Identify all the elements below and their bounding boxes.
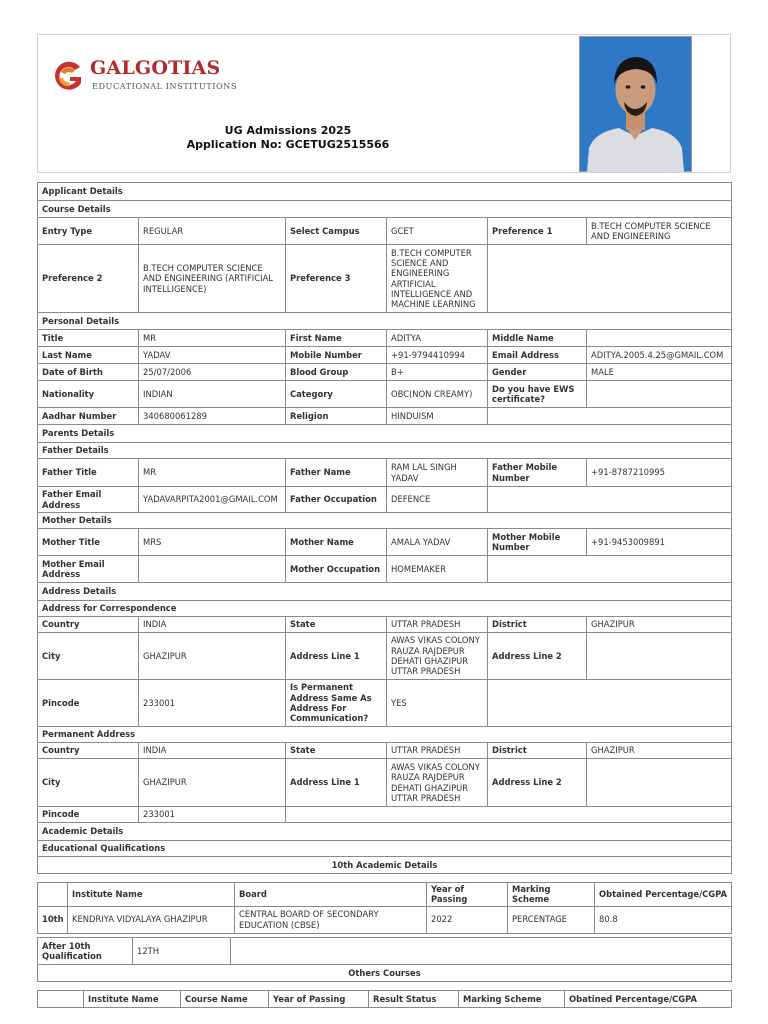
preference-1-label: Preference 1	[488, 218, 587, 245]
mobile-value: +91-9794410994	[387, 347, 488, 364]
corr-pincode-value: 233001	[139, 680, 286, 727]
mother-occupation-label: Mother Occupation	[286, 556, 387, 583]
others-header-institute: Institute Name	[84, 991, 181, 1008]
preference-2-value: B.TECH COMPUTER SCIENCE AND ENGINEERING (ARTIFICIAL INTELLIGENCE)	[139, 245, 286, 313]
corr-line2-label: Address Line 2	[488, 633, 587, 680]
ews-value	[587, 381, 732, 408]
mother-email-label: Mother Email Address	[38, 556, 139, 583]
after-tenth-value: 12TH	[133, 938, 231, 965]
blood-group-label: Blood Group	[286, 364, 387, 381]
subsection-permanent-address: Permanent Address	[38, 727, 732, 743]
first-name-value: ADITYA	[387, 330, 488, 347]
perm-city-label: City	[38, 759, 139, 807]
section-academic-details: Academic Details	[38, 823, 732, 841]
subsection-personal-details: Personal Details	[38, 313, 732, 330]
perm-district-value: GHAZIPUR	[587, 743, 732, 759]
applicant-photo	[579, 36, 692, 172]
last-name-label: Last Name	[38, 347, 139, 364]
perm-line1-label: Address Line 1	[286, 759, 387, 807]
perm-city-value: GHAZIPUR	[139, 759, 286, 807]
admission-title: UG Admissions 2025	[224, 124, 352, 137]
subsection-father-details: Father Details	[38, 443, 732, 459]
mother-title-label: Mother Title	[38, 529, 139, 556]
aadhar-value: 340680061289	[139, 408, 286, 425]
father-mobile-value: +91-8787210995	[587, 459, 732, 487]
empty-cell	[38, 991, 84, 1008]
applicant-photo-image	[579, 36, 692, 172]
perm-district-label: District	[488, 743, 587, 759]
corr-state-label: State	[286, 617, 387, 633]
preference-3-label: Preference 3	[286, 245, 387, 313]
aadhar-label: Aadhar Number	[38, 408, 139, 425]
empty-cell	[488, 487, 732, 513]
father-occupation-value: DEFENCE	[387, 487, 488, 513]
middle-name-value	[587, 330, 732, 347]
header-marking-scheme: Marking Scheme	[508, 883, 595, 907]
application-header	[37, 34, 731, 173]
category-value: OBC(NON CREAMY)	[387, 381, 488, 408]
empty-cell	[488, 680, 732, 727]
others-header-percentage: Obatined Percentage/CGPA	[565, 991, 732, 1008]
same-address-value: YES	[387, 680, 488, 727]
subsection-educational-qualifications: Educational Qualifications	[38, 841, 732, 857]
email-value: ADITYA.2005.4.25@GMAIL.COM	[587, 347, 732, 364]
logo-subtitle: EDUCATIONAL INSTITUTIONS	[92, 81, 237, 91]
others-courses-title: Others Courses	[38, 965, 732, 982]
perm-line2-value	[587, 759, 732, 807]
title-label: Title	[38, 330, 139, 347]
blood-group-value: B+	[387, 364, 488, 381]
father-occupation-label: Father Occupation	[286, 487, 387, 513]
father-mobile-label: Father Mobile Number	[488, 459, 587, 487]
religion-label: Religion	[286, 408, 387, 425]
gender-label: Gender	[488, 364, 587, 381]
perm-country-label: Country	[38, 743, 139, 759]
perm-state-value: UTTAR PRADESH	[387, 743, 488, 759]
dob-value: 25/07/2006	[139, 364, 286, 381]
nationality-value: INDIAN	[139, 381, 286, 408]
perm-pincode-value: 233001	[139, 807, 286, 823]
empty-cell	[286, 807, 732, 823]
mother-occupation-value: HOMEMAKER	[387, 556, 488, 583]
others-header-scheme: Marking Scheme	[459, 991, 565, 1008]
first-name-label: First Name	[286, 330, 387, 347]
same-address-label: Is Permanent Address Same As Address For Communication?	[286, 680, 387, 727]
corr-pincode-label: Pincode	[38, 680, 139, 727]
subsection-course-details: Course Details	[38, 201, 732, 218]
corr-line1-value: AWAS VIKAS COLONY RAUZA RAJDEPUR DEHATI GHAZIPUR UTTAR PRADESH	[387, 633, 488, 680]
header-obtained-percentage: Obtained Percentage/CGPA	[595, 883, 732, 907]
header-institute-name: Institute Name	[68, 883, 235, 907]
empty-cell	[488, 556, 732, 583]
gender-value: MALE	[587, 364, 732, 381]
section-applicant-details: Applicant Details	[38, 183, 732, 201]
galgotias-logo	[50, 57, 240, 97]
mother-email-value	[139, 556, 286, 583]
title-value: MR	[139, 330, 286, 347]
entry-type-value: REGULAR	[139, 218, 286, 245]
tenth-year: 2022	[427, 906, 508, 933]
mother-name-label: Mother Name	[286, 529, 387, 556]
after-tenth-table	[37, 937, 732, 982]
empty-cell	[231, 938, 732, 965]
father-title-label: Father Title	[38, 459, 139, 487]
dob-label: Date of Birth	[38, 364, 139, 381]
corr-state-value: UTTAR PRADESH	[387, 617, 488, 633]
father-name-label: Father Name	[286, 459, 387, 487]
campus-value: GCET	[387, 218, 488, 245]
tenth-row-label: 10th	[38, 906, 68, 933]
mother-title-value: MRS	[139, 529, 286, 556]
others-header-result: Result Status	[369, 991, 459, 1008]
nationality-label: Nationality	[38, 381, 139, 408]
logo-name: GALGOTIAS	[90, 57, 221, 79]
corr-district-label: District	[488, 617, 587, 633]
corr-city-label: City	[38, 633, 139, 680]
empty-cell	[488, 408, 732, 425]
header-board: Board	[235, 883, 427, 907]
corr-country-label: Country	[38, 617, 139, 633]
middle-name-label: Middle Name	[488, 330, 587, 347]
tenth-details-title: 10th Academic Details	[38, 857, 732, 874]
father-email-label: Father Email Address	[38, 487, 139, 513]
father-email-value: YADAVARPITA2001@GMAIL.COM	[139, 487, 286, 513]
perm-line1-value: AWAS VIKAS COLONY RAUZA RAJDEPUR DEHATI GHAZIPUR UTTAR PRADESH	[387, 759, 488, 807]
section-parents-details: Parents Details	[38, 425, 732, 443]
father-title-value: MR	[139, 459, 286, 487]
entry-type-label: Entry Type	[38, 218, 139, 245]
mother-name-value: AMALA YADAV	[387, 529, 488, 556]
section-address-details: Address Details	[38, 583, 732, 601]
last-name-value: YADAV	[139, 347, 286, 364]
others-courses-table	[37, 990, 732, 1008]
empty-cell	[38, 883, 68, 907]
corr-line2-value	[587, 633, 732, 680]
tenth-board: CENTRAL BOARD OF SECONDARY EDUCATION (CBSE)	[235, 906, 427, 933]
corr-country-value: INDIA	[139, 617, 286, 633]
corr-city-value: GHAZIPUR	[139, 633, 286, 680]
after-tenth-label: After 10th Qualification	[38, 938, 133, 965]
others-header-course: Course Name	[181, 991, 269, 1008]
empty-cell	[488, 245, 732, 313]
subsection-correspondence-address: Address for Correspondence	[38, 601, 732, 617]
mother-mobile-label: Mother Mobile Number	[488, 529, 587, 556]
page-title	[178, 124, 398, 152]
tenth-percentage: 80.8	[595, 906, 732, 933]
others-header-year: Year of Passing	[269, 991, 369, 1008]
email-label: Email Address	[488, 347, 587, 364]
perm-pincode-label: Pincode	[38, 807, 139, 823]
perm-line2-label: Address Line 2	[488, 759, 587, 807]
corr-line1-label: Address Line 1	[286, 633, 387, 680]
logo-emblem-icon	[50, 58, 86, 94]
applicant-details-table	[37, 182, 732, 874]
preference-2-label: Preference 2	[38, 245, 139, 313]
religion-value: HINDUISM	[387, 408, 488, 425]
corr-district-value: GHAZIPUR	[587, 617, 732, 633]
perm-country-value: INDIA	[139, 743, 286, 759]
preference-3-value: B.TECH COMPUTER SCIENCE AND ENGINEERING ARTIFICIAL INTELLIGENCE AND MACHINE LEARNING	[387, 245, 488, 313]
category-label: Category	[286, 381, 387, 408]
subsection-mother-details: Mother Details	[38, 513, 732, 529]
ews-label: Do you have EWS certificate?	[488, 381, 587, 408]
tenth-institute: KENDRIYA VIDYALAYA GHAZIPUR	[68, 906, 235, 933]
father-name-value: RAM LAL SINGH YADAV	[387, 459, 488, 487]
tenth-academic-table	[37, 882, 732, 934]
perm-state-label: State	[286, 743, 387, 759]
application-number: Application No: GCETUG2515566	[186, 138, 390, 151]
header-year-of-passing: Year of Passing	[427, 883, 508, 907]
campus-label: Select Campus	[286, 218, 387, 245]
mobile-label: Mobile Number	[286, 347, 387, 364]
mother-mobile-value: +91-9453009891	[587, 529, 732, 556]
tenth-scheme: PERCENTAGE	[508, 906, 595, 933]
preference-1-value: B.TECH COMPUTER SCIENCE AND ENGINEERING	[587, 218, 732, 245]
